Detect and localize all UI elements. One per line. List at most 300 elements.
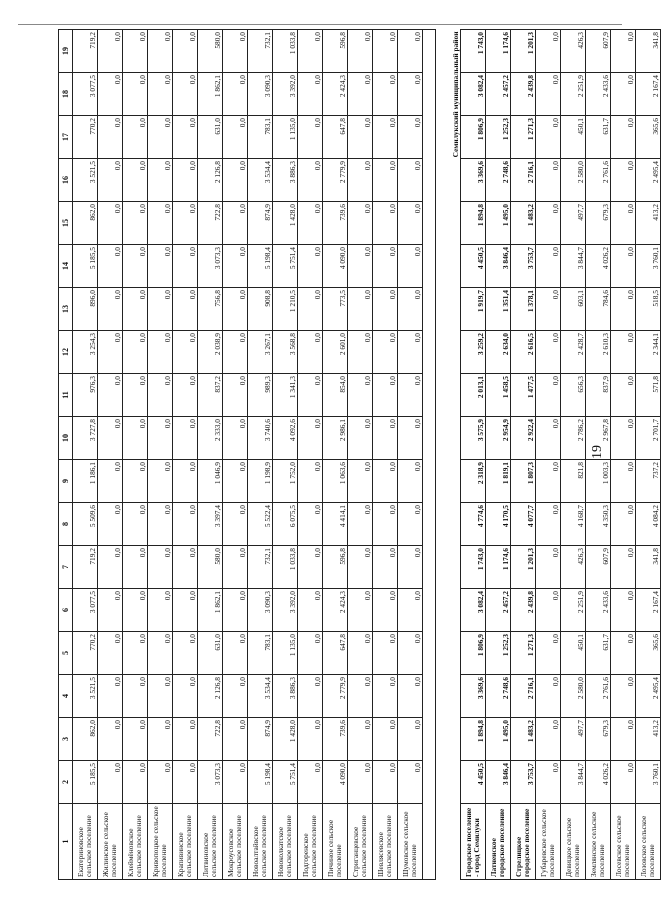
table-cell: 1 046,9 — [198, 460, 223, 503]
table-cell: 2 954,9 — [486, 417, 511, 460]
table-cell: 3 575,9 — [461, 417, 486, 460]
table-cell: 2 126,8 — [198, 675, 223, 718]
column-header: 5 — [59, 632, 73, 675]
table-cell: 1 210,5 — [273, 288, 298, 331]
table-cell: 0,0 — [536, 503, 561, 546]
table-cell: 5 751,4 — [273, 245, 298, 288]
table-cell: 2 318,9 — [461, 460, 486, 503]
table-cell: 3 886,3 — [273, 675, 298, 718]
table-cell: 450,1 — [561, 632, 586, 675]
table-cell: 3 521,5 — [73, 675, 98, 718]
table-cell: 2 610,3 — [586, 331, 611, 374]
row-name: Стриганцевское сельское поселение — [348, 804, 373, 880]
table-cell: 0,0 — [148, 460, 173, 503]
table-cell: 0,0 — [173, 417, 198, 460]
table-cell: 0,0 — [536, 159, 561, 202]
table-cell: 5 185,5 — [73, 245, 98, 288]
table-cell: 0,0 — [98, 589, 123, 632]
table-cell: 0,0 — [373, 675, 398, 718]
table-cell: 0,0 — [611, 460, 636, 503]
table-row — [398, 30, 423, 880]
table-cell: 0,0 — [536, 288, 561, 331]
row-name: Стрелицкое городское поселение — [511, 804, 536, 880]
table-cell: 3 082,4 — [461, 73, 486, 116]
table-cell: 854,0 — [323, 374, 348, 417]
column-header: 6 — [59, 589, 73, 632]
column-header: 17 — [59, 116, 73, 159]
table-cell: 2 922,4 — [511, 417, 536, 460]
table-cell: 756,8 — [198, 288, 223, 331]
table-cell: 497,7 — [561, 202, 586, 245]
table-cell: 580,0 — [198, 546, 223, 589]
table-cell: 3 753,7 — [511, 761, 536, 804]
table-cell: 5 751,4 — [273, 761, 298, 804]
table-cell: 1 428,0 — [273, 718, 298, 761]
table-cell: 2 761,6 — [586, 675, 611, 718]
table-cell: 2 761,6 — [586, 159, 611, 202]
column-header: 7 — [59, 546, 73, 589]
table-row — [123, 30, 148, 880]
table-cell: 0,0 — [536, 589, 561, 632]
column-header: 11 — [59, 374, 73, 417]
table-cell: 426,3 — [561, 30, 586, 73]
table-cell: 0,0 — [223, 30, 248, 73]
table-cell: 0,0 — [398, 245, 423, 288]
table-cell: 821,8 — [561, 460, 586, 503]
column-header: 12 — [59, 331, 73, 374]
table-row — [73, 30, 98, 880]
table-cell: 0,0 — [98, 288, 123, 331]
table-cell: 1 174,6 — [486, 30, 511, 73]
table-cell: 5 198,4 — [248, 761, 273, 804]
table-cell: 596,8 — [323, 30, 348, 73]
table-cell: 4 170,5 — [486, 503, 511, 546]
table-cell: 0,0 — [98, 417, 123, 460]
table-cell: 0,0 — [398, 546, 423, 589]
table-cell: 0,0 — [123, 202, 148, 245]
section-row — [436, 30, 461, 880]
table-cell: 679,3 — [586, 202, 611, 245]
row-name: Подгоренское сельское поселение — [298, 804, 323, 880]
table-cell: 2 779,9 — [323, 675, 348, 718]
table-cell: 1 135,0 — [273, 632, 298, 675]
table-cell: 1 894,8 — [461, 718, 486, 761]
table-cell: 0,0 — [611, 718, 636, 761]
row-name: Жилинское сельское поселение — [98, 804, 123, 880]
table-cell: 1 135,0 — [273, 116, 298, 159]
table-row — [148, 30, 173, 880]
table-cell: 3 259,2 — [461, 331, 486, 374]
table-cell: 0,0 — [98, 546, 123, 589]
table-cell: 2 716,1 — [511, 159, 536, 202]
table-cell: 0,0 — [223, 546, 248, 589]
table-cell: 862,0 — [73, 718, 98, 761]
table-cell: 0,0 — [398, 331, 423, 374]
table-cell: 0,0 — [223, 202, 248, 245]
column-header: 9 — [59, 460, 73, 503]
table-cell: 0,0 — [148, 718, 173, 761]
table-cell: 497,7 — [561, 718, 586, 761]
table-cell: 3 760,1 — [636, 245, 661, 288]
table-cell: 5 198,4 — [248, 245, 273, 288]
table-cell: 1 807,3 — [511, 460, 536, 503]
table-cell: 4 350,3 — [586, 503, 611, 546]
table-cell: 1 351,4 — [486, 288, 511, 331]
table-cell: 722,8 — [198, 202, 223, 245]
table-cell: 1 033,8 — [273, 546, 298, 589]
table-cell: 1 378,1 — [511, 288, 536, 331]
table-cell: 0,0 — [123, 331, 148, 374]
table-cell: 4 092,6 — [273, 417, 298, 460]
table-cell: 2 495,4 — [636, 159, 661, 202]
table-cell: 0,0 — [98, 116, 123, 159]
table-cell: 1 063,6 — [323, 460, 348, 503]
table-cell: 580,0 — [198, 30, 223, 73]
table-cell: 341,8 — [636, 30, 661, 73]
table-cell: 450,1 — [561, 116, 586, 159]
table-cell: 0,0 — [98, 718, 123, 761]
table-cell: 0,0 — [348, 761, 373, 804]
table-cell: 4 414,1 — [323, 503, 348, 546]
table-cell: 0,0 — [398, 116, 423, 159]
header-row — [59, 30, 73, 880]
table-cell: 3 534,4 — [248, 675, 273, 718]
table-cell: 0,0 — [298, 761, 323, 804]
table-cell: 0,0 — [348, 30, 373, 73]
table-cell: 0,0 — [98, 632, 123, 675]
table-cell: 0,0 — [398, 632, 423, 675]
table-cell: 1 458,5 — [486, 374, 511, 417]
row-name: Лосевское сельское поселение — [611, 804, 636, 880]
table-cell: 3 760,1 — [636, 761, 661, 804]
table-cell: 1 495,0 — [486, 718, 511, 761]
table-row — [511, 30, 536, 880]
table-cell: 0,0 — [373, 331, 398, 374]
table-cell: 0,0 — [148, 589, 173, 632]
table-cell: 0,0 — [611, 202, 636, 245]
table-cell: 2 344,1 — [636, 331, 661, 374]
table-cell: 413,2 — [636, 202, 661, 245]
table-cell: 0,0 — [148, 116, 173, 159]
table-cell: 2 251,9 — [561, 589, 586, 632]
table-cell: 0,0 — [348, 202, 373, 245]
column-header: 13 — [59, 288, 73, 331]
row-name: Городское поселение - город Семилуки — [461, 804, 486, 880]
table-cell: 0,0 — [148, 503, 173, 546]
table-cell: 3 073,3 — [198, 761, 223, 804]
table-cell: 739,6 — [323, 718, 348, 761]
table-cell: 0,0 — [123, 288, 148, 331]
table-cell: 0,0 — [373, 417, 398, 460]
table-cell: 3 090,3 — [248, 73, 273, 116]
row-name: Екатериновское сельское поселение — [73, 804, 98, 880]
table-cell: 732,1 — [248, 30, 273, 73]
table-cell: 0,0 — [536, 675, 561, 718]
table-cell: 2 634,0 — [486, 331, 511, 374]
table-cell: 0,0 — [298, 589, 323, 632]
table-row — [561, 30, 586, 880]
table-cell: 737,2 — [636, 460, 661, 503]
table-cell: 896,0 — [73, 288, 98, 331]
table-cell: 1 428,0 — [273, 202, 298, 245]
table-cell: 0,0 — [398, 159, 423, 202]
table-cell: 631,0 — [198, 116, 223, 159]
table-row — [273, 30, 298, 880]
table-cell: 0,0 — [611, 589, 636, 632]
table-cell: 0,0 — [98, 503, 123, 546]
table-cell: 1 271,3 — [511, 632, 536, 675]
table-cell: 5 185,5 — [73, 761, 98, 804]
table-cell: 770,2 — [73, 632, 98, 675]
table-cell: 0,0 — [98, 73, 123, 116]
table-cell: 0,0 — [173, 718, 198, 761]
table-cell: 1 477,5 — [511, 374, 536, 417]
table-cell: 0,0 — [298, 159, 323, 202]
table-cell: 0,0 — [223, 718, 248, 761]
table-cell: 0,0 — [123, 460, 148, 503]
table-cell: 0,0 — [348, 546, 373, 589]
row-name: Губаревское сельское поселение — [536, 804, 561, 880]
table-cell: 0,0 — [298, 718, 323, 761]
table-cell: 0,0 — [223, 503, 248, 546]
table-cell: 656,3 — [561, 374, 586, 417]
table-cell: 2 748,6 — [486, 159, 511, 202]
table-cell: 0,0 — [123, 632, 148, 675]
table-cell: 0,0 — [148, 675, 173, 718]
column-header: 15 — [59, 202, 73, 245]
table-cell: 0,0 — [348, 632, 373, 675]
column-header: 18 — [59, 73, 73, 116]
table-cell: 0,0 — [536, 417, 561, 460]
table-cell: 0,0 — [611, 761, 636, 804]
row-name: Клеймёновское сельское поселение — [123, 804, 148, 880]
table-cell: 0,0 — [348, 589, 373, 632]
column-header: 19 — [59, 30, 73, 73]
table-row — [198, 30, 223, 880]
table-cell: 0,0 — [373, 202, 398, 245]
table-cell: 0,0 — [373, 589, 398, 632]
table-cell: 0,0 — [298, 245, 323, 288]
table-cell: 4 026,2 — [586, 761, 611, 804]
table-cell: 0,0 — [98, 202, 123, 245]
table-cell: 5 522,4 — [248, 503, 273, 546]
table-cell: 0,0 — [123, 417, 148, 460]
table-row — [373, 30, 398, 880]
table-cell: 0,0 — [148, 30, 173, 73]
table-cell: 908,8 — [248, 288, 273, 331]
table-cell: 1 495,0 — [486, 202, 511, 245]
table-cell: 0,0 — [123, 589, 148, 632]
table-cell: 0,0 — [223, 73, 248, 116]
table-cell: 2 495,4 — [636, 675, 661, 718]
table-cell: 413,2 — [636, 718, 661, 761]
table-cell: 0,0 — [98, 675, 123, 718]
table-cell: 0,0 — [148, 417, 173, 460]
table-cell: 1 743,0 — [461, 30, 486, 73]
table-cell: 0,0 — [398, 718, 423, 761]
table-cell: 341,8 — [636, 546, 661, 589]
table-cell: 0,0 — [536, 460, 561, 503]
table-cell: 0,0 — [123, 30, 148, 73]
table-cell: 2 601,0 — [323, 331, 348, 374]
table-cell: 0,0 — [398, 675, 423, 718]
table-cell: 0,0 — [123, 159, 148, 202]
table-cell: 0,0 — [223, 589, 248, 632]
table-cell: 739,6 — [323, 202, 348, 245]
table-cell: 783,1 — [248, 116, 273, 159]
table-cell: 0,0 — [373, 73, 398, 116]
table-cell: 0,0 — [611, 417, 636, 460]
table-cell: 837,2 — [198, 374, 223, 417]
table-cell: 3 077,5 — [73, 589, 98, 632]
table-cell: 4 084,2 — [636, 503, 661, 546]
table-cell: 874,9 — [248, 202, 273, 245]
table-cell: 1 186,1 — [73, 460, 98, 503]
table-cell: 647,8 — [323, 632, 348, 675]
table-cell: 3 392,0 — [273, 589, 298, 632]
table-cell: 0,0 — [148, 288, 173, 331]
table-cell: 0,0 — [173, 30, 198, 73]
table-cell: 4 450,5 — [461, 761, 486, 804]
table-cell: 0,0 — [536, 245, 561, 288]
table-cell: 0,0 — [123, 718, 148, 761]
table-cell: 3 846,4 — [486, 245, 511, 288]
table-cell: 0,0 — [123, 245, 148, 288]
table-cell: 1 483,2 — [511, 202, 536, 245]
table-cell: 0,0 — [173, 675, 198, 718]
table-cell: 0,0 — [148, 761, 173, 804]
table-cell: 607,9 — [586, 30, 611, 73]
table-cell: 783,1 — [248, 632, 273, 675]
table-cell: 4 026,2 — [586, 245, 611, 288]
table-cell: 0,0 — [348, 503, 373, 546]
table-cell: 0,0 — [298, 73, 323, 116]
table-cell: 837,9 — [586, 374, 611, 417]
table-cell: 0,0 — [611, 73, 636, 116]
page-number: 19 — [590, 445, 605, 459]
table-cell: 0,0 — [123, 675, 148, 718]
column-header: 1 — [59, 804, 73, 880]
table-cell: 607,9 — [586, 546, 611, 589]
table-cell: 0,0 — [173, 159, 198, 202]
table-row — [536, 30, 561, 880]
table-cell: 0,0 — [148, 331, 173, 374]
spacer-row — [423, 30, 436, 880]
table-cell: 1 752,0 — [273, 460, 298, 503]
column-header: 8 — [59, 503, 73, 546]
table-cell: 784,6 — [586, 288, 611, 331]
table-row — [298, 30, 323, 880]
table-cell: 3 073,3 — [198, 245, 223, 288]
table-cell: 0,0 — [223, 331, 248, 374]
table-cell: 0,0 — [223, 675, 248, 718]
table-cell: 2 251,9 — [561, 73, 586, 116]
row-name: Шумовское сельское поселение — [398, 804, 423, 880]
table-cell: 1 033,8 — [273, 30, 298, 73]
table-cell: 0,0 — [173, 374, 198, 417]
data-table-body — [59, 30, 661, 880]
table-cell: 0,0 — [223, 374, 248, 417]
table-cell: 0,0 — [348, 73, 373, 116]
table-cell: 0,0 — [298, 417, 323, 460]
table-cell: 603,1 — [561, 288, 586, 331]
table-cell: 0,0 — [173, 632, 198, 675]
section-title: Семилукский муниципальный район — [451, 31, 460, 158]
table-cell: 0,0 — [373, 503, 398, 546]
table-cell: 365,6 — [636, 632, 661, 675]
table-cell: 0,0 — [223, 417, 248, 460]
table-cell: 0,0 — [148, 73, 173, 116]
table-row — [173, 30, 198, 880]
table-cell: 0,0 — [123, 116, 148, 159]
table-cell: 0,0 — [373, 288, 398, 331]
table-cell: 1 174,6 — [486, 546, 511, 589]
table-row — [348, 30, 373, 880]
table-cell: 631,7 — [586, 116, 611, 159]
table-cell: 0,0 — [173, 761, 198, 804]
row-name: Латненское городское поселение — [486, 804, 511, 880]
table-cell: 0,0 — [123, 546, 148, 589]
table-cell: 2 013,1 — [461, 374, 486, 417]
table-cell: 0,0 — [611, 632, 636, 675]
data-table — [58, 29, 661, 880]
column-header: 14 — [59, 245, 73, 288]
table-cell: 0,0 — [611, 116, 636, 159]
table-cell: 2 616,5 — [511, 331, 536, 374]
table-cell: 0,0 — [536, 374, 561, 417]
table-cell: 426,3 — [561, 546, 586, 589]
table-cell: 0,0 — [298, 288, 323, 331]
table-cell: 3 254,3 — [73, 331, 98, 374]
table-cell: 0,0 — [98, 245, 123, 288]
table-cell: 2 433,6 — [586, 589, 611, 632]
table-cell: 2 439,8 — [511, 589, 536, 632]
table-cell: 3 392,0 — [273, 73, 298, 116]
column-header: 4 — [59, 675, 73, 718]
row-name: Шевлясевское сельское поселение — [373, 804, 398, 880]
table-cell: 2 038,9 — [198, 331, 223, 374]
table-cell: 2 333,0 — [198, 417, 223, 460]
table-cell: 0,0 — [173, 245, 198, 288]
table-cell: 2 986,1 — [323, 417, 348, 460]
table-cell: 0,0 — [398, 761, 423, 804]
table-cell: 0,0 — [373, 546, 398, 589]
table-cell: 1 806,9 — [461, 632, 486, 675]
table-cell: 0,0 — [173, 73, 198, 116]
table-cell: 1 252,3 — [486, 116, 511, 159]
table-cell: 0,0 — [398, 589, 423, 632]
table-cell: 0,0 — [348, 245, 373, 288]
table-cell: 719,2 — [73, 30, 98, 73]
table-cell: 0,0 — [398, 30, 423, 73]
table-cell: 0,0 — [123, 73, 148, 116]
table-cell: 0,0 — [98, 30, 123, 73]
table-row — [486, 30, 511, 880]
table-cell: 773,5 — [323, 288, 348, 331]
table-cell: 3 369,6 — [461, 675, 486, 718]
table-cell: 1 271,3 — [511, 116, 536, 159]
table-cell: 0,0 — [611, 288, 636, 331]
column-header: 10 — [59, 417, 73, 460]
row-name: Девицкое сельское поселение — [561, 804, 586, 880]
table-cell: 0,0 — [298, 116, 323, 159]
table-cell: 0,0 — [98, 460, 123, 503]
table-cell: 0,0 — [98, 331, 123, 374]
row-name: Крапивинское сельское поселение — [173, 804, 198, 880]
table-cell: 1 483,2 — [511, 718, 536, 761]
table-cell: 0,0 — [173, 202, 198, 245]
table-cell: 2 457,2 — [486, 73, 511, 116]
